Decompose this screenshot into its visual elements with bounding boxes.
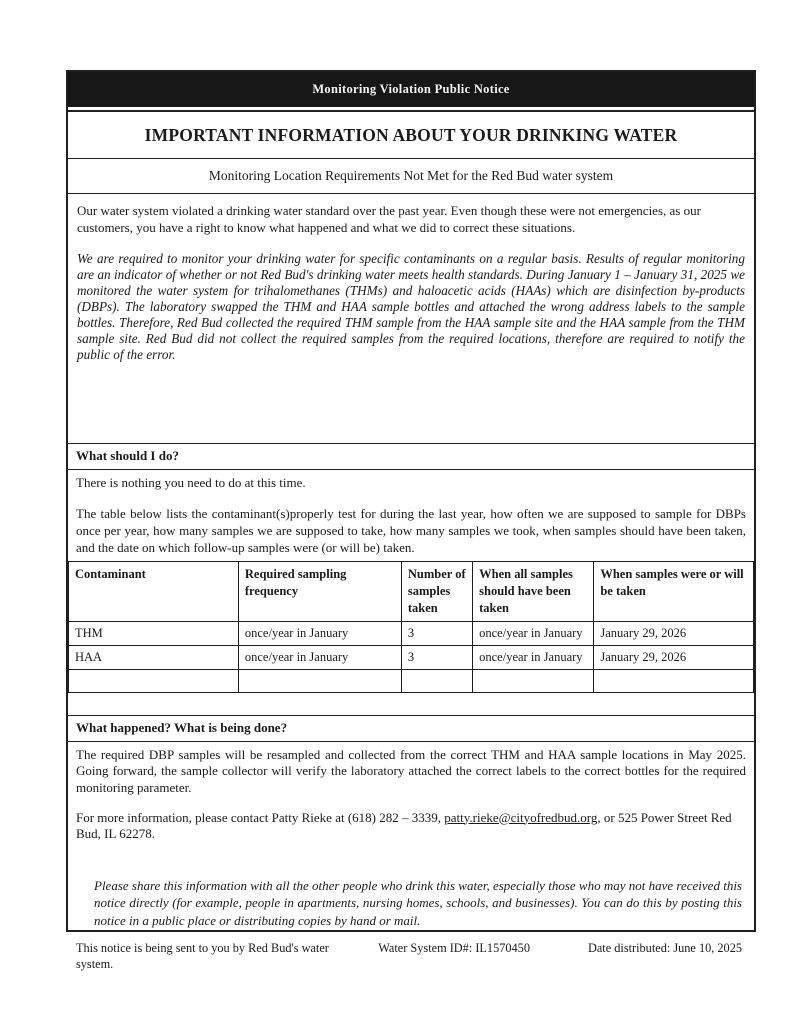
spacer-row [68, 693, 754, 716]
cell-contaminant [69, 669, 239, 692]
section-heading-what-should-i-do: What should I do? [68, 444, 754, 470]
footer-date-distributed: Date distributed: June 10, 2025 [587, 941, 742, 956]
intro-paragraph-details: We are required to monitor your drinking water for specific contaminants on a regular basis. Results of regular monitoring are an indicator of whether or not Red Bud's drinking water meets health standards. During January 1 – January 31, 2025 we monitored the water system for trihalomethanes (THMs) and haloacetic acids (HAAs) which are disinfection by-products (DBPs). The laboratory swapped the THM and HAA sample bottles and attached the wrong address labels to the sample bottles. Therefore, Red Bud collected the required THM sample from the HAA sample site and the HAA sample from the THM sample site. Red Bud did not collect the required samples from the required locations, therefore are required to notify the public of the error. [77, 250, 745, 363]
contact-suffix-text: , or 525 Power Street Red Bud, IL 62278. [76, 809, 732, 842]
cell-when-should-have-been-taken: once/year in January [473, 645, 594, 669]
col-header-when-will-be-taken: When samples were or will be taken [594, 562, 754, 622]
cell-required-frequency: once/year in January [238, 621, 401, 645]
contact-prefix-text: For more information, please contact Patty Rieke at (618) 282 – 3339, [76, 809, 445, 825]
footer-water-system-id: Water System ID#: IL1570450 [378, 941, 530, 956]
contact-email-link[interactable]: patty.rieke@cityofredbud.org [444, 809, 598, 825]
cell-required-frequency [238, 669, 401, 692]
cell-required-frequency: once/year in January [238, 645, 401, 669]
cell-samples-taken: 3 [401, 621, 472, 645]
footer-row [76, 941, 746, 972]
intro-paragraph-violation: Our water system violated a drinking water standard over the past year. Even though these were not emergencies, as our customers, you have a right to know what happened and what we did to correct these situations. [77, 203, 701, 235]
col-header-contaminant: Contaminant [69, 562, 239, 622]
cell-contaminant: THM [69, 621, 239, 645]
cell-when-will-be-taken [594, 669, 754, 692]
notice-banner [68, 72, 754, 107]
table-row-haa [69, 645, 754, 669]
document-subtitle: Monitoring Location Requirements Not Met for the Red Bud water system [68, 159, 754, 194]
sample-table [68, 561, 754, 693]
what-should-i-do-content [68, 470, 754, 561]
section-heading-what-happened: What happened? What is being done? [68, 716, 754, 742]
cell-samples-taken [401, 669, 472, 692]
cell-when-will-be-taken: January 29, 2026 [594, 645, 754, 669]
cell-samples-taken: 3 [401, 645, 472, 669]
table-row-empty [69, 669, 754, 692]
table-description-text: The table below lists the contaminant(s)properly test for during the last year, how often we are supposed to sample for DBPs once per year, how many samples we are supposed to take, how many samples we took, when samples should have been taken, and the date on which follow-up samples were (or will be) taken. [76, 505, 746, 555]
cell-when-will-be-taken: January 29, 2026 [594, 621, 754, 645]
what-happened-content [68, 742, 754, 983]
cell-contaminant: HAA [69, 645, 239, 669]
col-header-required-frequency: Required sampling frequency [238, 562, 401, 622]
public-notice-document [66, 70, 756, 972]
intro-section [68, 194, 754, 444]
col-header-samples-taken: Number of samples taken [401, 562, 472, 622]
document-title: IMPORTANT INFORMATION ABOUT YOUR DRINKING WATER [68, 112, 754, 159]
banner-title: Monitoring Violation Public Notice [312, 82, 510, 96]
cell-when-should-have-been-taken [473, 669, 594, 692]
resample-plan-text: The required DBP samples will be resampled and collected from the correct THM and HAA sample locations in May 2025. Going forward, the sample collector will verify the laboratory attached the correct labels to the correct bottles for the required monitoring parameter. [76, 746, 746, 795]
nothing-to-do-text: There is nothing you need to do at this time. [76, 475, 306, 490]
share-notice-text: Please share this information with all the other people who drink this water, especially those who may not have received this notice directly (for example, people in apartments, nursing homes, schools, and businesses). You can do this by posting this notice in a public place or distributing copies by hand or mail. [94, 877, 742, 928]
table-row-thm [69, 621, 754, 645]
table-header-row [69, 562, 754, 622]
contact-info-text [76, 810, 746, 843]
col-header-when-should-have-been-taken: When all samples should have been taken [473, 562, 594, 622]
cell-when-should-have-been-taken: once/year in January [473, 621, 594, 645]
footer-sent-by: This notice is being sent to you by Red Bud's water system. [76, 941, 329, 972]
